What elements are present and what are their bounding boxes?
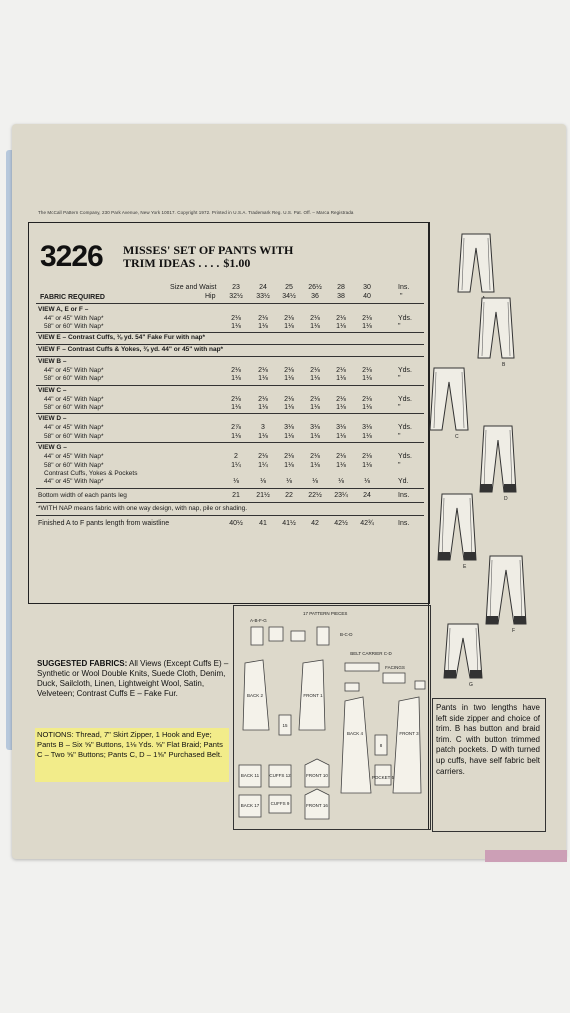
nap-note: *WITH NAP means fabric with one way design, with nap, pile or shading. [38, 504, 248, 512]
piece-label: BACK 17 [240, 803, 260, 808]
yardage-value: 1⅛ [362, 432, 372, 440]
piece-label: FRONT 10 [306, 773, 328, 778]
yardage-value: 2⅛ [362, 366, 372, 374]
table-rule [36, 332, 424, 333]
yardage-value: 1⅛ [258, 323, 268, 331]
fabric-width-label: 58" or 60" With Nap* [44, 323, 104, 331]
yardage-value: 1⅛ [362, 375, 372, 383]
yardage-value: 1⅛ [231, 323, 241, 331]
yardage-value: 1⅛ [362, 461, 372, 469]
price: $1.00 [223, 256, 251, 270]
piece-front-3 [393, 697, 421, 793]
piece-facing [383, 673, 405, 683]
size-waist-label: Size and Waist [170, 284, 217, 291]
yardage-value: 3⅛ [362, 424, 372, 432]
yardage-value: 2⅛ [310, 395, 320, 403]
hip-value: " [400, 293, 403, 300]
pieces-header: 17 PATTERN PIECES [303, 611, 348, 616]
table-rule [36, 515, 424, 516]
yardage-value: 1⅛ [336, 432, 346, 440]
size-column-header: 25 [285, 284, 293, 291]
finished-length-label: Finished A to F pants length from waistline [38, 519, 170, 527]
piece-label: 8 [379, 743, 383, 748]
yardage-value: 1⅛ [310, 432, 320, 440]
yardage-value: 2⅛ [336, 366, 346, 374]
yardage-value: 1¼ [258, 461, 268, 469]
table-rule [36, 303, 424, 304]
piece-label: FRONT 1 [303, 693, 323, 698]
yardage-unit: Yds. [398, 315, 413, 322]
fabric-width-label: 58" or 60" With Nap* [44, 404, 104, 411]
yardage-unit: " [398, 404, 401, 411]
piece-small [251, 627, 263, 645]
hip-value: 36 [311, 293, 319, 300]
yardage-value: 2⅛ [284, 453, 294, 461]
yardage-value: 3⅛ [284, 424, 294, 432]
fabric-width-label: 44" or 45" With Nap* [44, 478, 104, 486]
yardage-value: 2⅛ [336, 453, 346, 461]
table-rule [36, 488, 424, 489]
yardage-value: 2⅛ [258, 453, 268, 461]
bottom-width-value: 21 [232, 491, 240, 499]
yardage-unit: Yds. [398, 453, 413, 461]
bottom-width-value: 22 [285, 491, 293, 499]
yardage-value: ⅛ [286, 478, 292, 486]
finished-length-value: 40½ [229, 519, 243, 527]
yardage-unit: " [398, 375, 401, 383]
yardage-value: ⅛ [260, 478, 266, 486]
yardage-value: 2⅛ [284, 315, 294, 322]
pants-view-e-icon [438, 494, 476, 570]
piece-label: FRONT 3 [399, 731, 419, 736]
view-letter: C [455, 434, 459, 440]
yardage-value: ⅛ [312, 478, 318, 486]
yardage-value: ⅛ [233, 478, 239, 486]
yardage-value: 1⅛ [284, 461, 294, 469]
size-column-header: 24 [259, 284, 267, 291]
yardage-unit: " [398, 461, 401, 469]
bottom-width-value: 22½ [308, 491, 322, 499]
view-heading: VIEW B – [38, 357, 67, 365]
yardage-value: 1⅛ [310, 404, 320, 411]
yardage-unit: Yds. [398, 366, 413, 374]
view-letter: E [463, 564, 467, 570]
finished-length-value: 42 [311, 519, 319, 527]
piece-label: BACK 2 [246, 693, 264, 698]
fabric-width-label: 44" or 45" With Nap* [44, 424, 104, 432]
fabric-required-heading: FABRIC REQUIRED [40, 294, 105, 301]
hip-label: Hip [205, 293, 216, 300]
pattern-pieces-drawing [233, 605, 429, 828]
fabric-width-label: 58" or 60" With Nap* [44, 375, 104, 383]
size-column-header: 23 [232, 284, 240, 291]
pants-view-d-icon [480, 426, 516, 502]
table-rule [36, 442, 424, 443]
pants-view-c-icon [430, 368, 468, 440]
pieces-group-2: B-C-D [340, 632, 353, 637]
yardage-unit: " [398, 432, 401, 440]
hip-value: 33½ [256, 293, 270, 300]
copyright-line: The McCall Pattern Company, 230 Park Avenue, New York 10017. Copyright 1972. Printed in U.S.A. Trademark Reg. U.S. Pat. Off. – Marca Registrada [38, 210, 354, 215]
view-heading: VIEW C – [38, 386, 67, 394]
yardage-value: 1⅛ [231, 404, 241, 411]
yardage-value: 3⅛ [310, 424, 320, 432]
pants-view-g-icon [444, 624, 482, 688]
view-heading: VIEW A, E or F – [38, 306, 89, 313]
yardage-value: 1¼ [231, 461, 241, 469]
yardage-value: 1⅛ [336, 375, 346, 383]
yardage-value: 2⅛ [258, 315, 268, 322]
fabric-width-label: 44" or 45" With Nap* [44, 366, 104, 374]
pants-illustrations [428, 222, 546, 702]
yardage-value: 1⅛ [258, 432, 268, 440]
piece-back-4 [341, 697, 371, 793]
size-column-header: 26½ [308, 284, 322, 291]
pants-view-a-icon [458, 234, 494, 302]
yardage-unit: " [398, 323, 401, 331]
piece-label: CUFFS 12 [269, 773, 291, 778]
view-heading: VIEW F – Contrast Cuffs & Yokes, ⅜ yd. 44" or 45" with nap* [38, 345, 224, 353]
hip-value: 32½ [229, 293, 243, 300]
piece-small [345, 683, 359, 691]
yardage-value: 1⅛ [284, 323, 294, 331]
hip-value: 34½ [282, 293, 296, 300]
fabric-width-label: 44" or 45" With Nap* [44, 315, 104, 322]
finished-length-unit: Ins. [398, 519, 410, 527]
pink-tab [485, 850, 567, 862]
yardage-value: 1⅛ [231, 432, 241, 440]
table-rule [36, 502, 424, 503]
piece-label: 15 [282, 723, 288, 728]
size-column-header: 28 [337, 284, 345, 291]
piece-small [415, 681, 425, 689]
piece-label: CUFFS 9 [270, 801, 290, 806]
view-letter: D [504, 496, 508, 502]
yardage-value: 1⅛ [310, 375, 320, 383]
yardage-unit: Yds. [398, 424, 413, 432]
yardage-value: ⅛ [338, 478, 344, 486]
pattern-number: 3226 [40, 240, 103, 273]
yardage-value: ⅛ [364, 478, 370, 486]
yardage-value: 1⅛ [310, 461, 320, 469]
bottom-width-value: 23¼ [334, 491, 348, 499]
finished-length-value: 42¾ [360, 519, 374, 527]
piece-belt-carrier [345, 663, 379, 671]
pants-view-b-icon [478, 298, 514, 368]
table-rule [36, 344, 424, 345]
table-rule [36, 385, 424, 386]
yardage-value: 1⅛ [284, 432, 294, 440]
hip-value: 38 [337, 293, 345, 300]
view-heading: VIEW G – [38, 444, 67, 452]
yardage-value: 1⅛ [336, 323, 346, 331]
piece-label: BELT CARRIER C-D [350, 651, 392, 656]
yardage-value: 1⅛ [362, 323, 372, 331]
title-line-2: TRIM IDEAS . . . . [123, 256, 220, 270]
yardage-value: 2⅛ [362, 395, 372, 403]
piece-small [317, 627, 329, 645]
bottom-width-value: 24 [363, 491, 371, 499]
view-heading: VIEW E – Contrast Cuffs, ⅜ yd. 54" Fake Fur with nap* [38, 333, 206, 341]
piece-label: BACK 4 [346, 731, 364, 736]
yardage-value: 1⅛ [284, 404, 294, 411]
view-letter: G [469, 682, 473, 688]
title-line-1: MISSES' SET OF PANTS WITH [123, 243, 294, 257]
piece-label: FACINGS [385, 665, 405, 670]
yardage-value: 2⅛ [258, 366, 268, 374]
yardage-value: 2⅛ [310, 315, 320, 322]
piece-small [291, 631, 305, 641]
piece-label: FRONT 16 [306, 803, 328, 808]
bottom-width-label: Bottom width of each pants leg [38, 491, 127, 499]
yardage-value: 2⅛ [284, 366, 294, 374]
yardage-value: 1⅛ [284, 375, 294, 383]
fabric-width-label: 44" or 45" With Nap* [44, 395, 104, 403]
table-rule [36, 356, 424, 357]
view-letter: F [512, 628, 516, 634]
yardage-value: 2⅛ [231, 395, 241, 403]
hip-value: 40 [363, 293, 371, 300]
finished-length-value: 41 [259, 519, 267, 527]
suggested-fabrics [37, 659, 229, 699]
yardage-value: 1⅛ [310, 323, 320, 331]
yardage-value: 1⅛ [231, 375, 241, 383]
view-letter: B [502, 362, 506, 368]
fabric-width-label: Contrast Cuffs, Yokes & Pockets [44, 470, 138, 477]
yardage-value: 2⅛ [310, 366, 320, 374]
size-column-header: 30 [363, 284, 371, 291]
yardage-value: 2⅛ [336, 315, 346, 322]
yardage-value: 2⅛ [362, 315, 372, 322]
pattern-title [123, 244, 293, 270]
fabric-width-label: 58" or 60" With Nap* [44, 432, 104, 440]
piece-small [269, 627, 283, 641]
yardage-value: 3⅛ [336, 424, 346, 432]
pants-view-f-icon [486, 556, 526, 634]
fabric-width-label: 58" or 60" With Nap* [44, 461, 104, 469]
bottom-width-unit: Ins. [398, 491, 410, 499]
yardage-value: 1⅛ [336, 404, 346, 411]
piece-label: POCKET 5 [371, 775, 395, 780]
yardage-value: 2⅛ [231, 315, 241, 322]
yardage-value: 3 [261, 424, 265, 432]
bottom-width-value: 21½ [256, 491, 270, 499]
yardage-unit: Yd. [398, 478, 409, 486]
fabrics-text: All Views (Except Cuffs E) – Synthetic or Wool Double Knits, Suede Cloth, Denim, Duck, Sailcloth, Linen, Lightweight Wool, Satin, Velveteen; Contrast Cuffs E – Fake Fur. [37, 659, 229, 698]
fabrics-heading: SUGGESTED FABRICS: [37, 659, 128, 668]
piece-label: BACK 11 [240, 773, 260, 778]
yardage-value: 2⅛ [258, 395, 268, 403]
yardage-value: 1⅛ [258, 404, 268, 411]
yardage-value: 2⅞ [231, 424, 241, 432]
yardage-value: 1⅛ [336, 461, 346, 469]
size-column-header: Ins. [398, 284, 410, 291]
yardage-unit: Yds. [398, 395, 413, 403]
notions-text: NOTIONS: Thread, 7" Skirt Zipper, 1 Hook and Eye; Pants B – Six ⅝" Buttons, 1⅛ Yds. ⅝" Flat Braid; Pants C – Two ⅝" Buttons; Pants C, D – 1⅝" Purchased Belt. [37, 730, 223, 759]
finished-length-value: 42½ [334, 519, 348, 527]
table-rule [36, 413, 424, 414]
yardage-value: 1⅛ [258, 375, 268, 383]
view-heading: VIEW D – [38, 415, 67, 423]
yardage-value: 2⅛ [231, 366, 241, 374]
yardage-value: 2⅛ [336, 395, 346, 403]
yardage-value: 2 [234, 453, 238, 461]
yardage-value: 2⅛ [362, 453, 372, 461]
pieces-group-1: A-B-F-G [250, 618, 267, 623]
finished-length-value: 41½ [282, 519, 296, 527]
yardage-value: 2⅛ [284, 395, 294, 403]
yardage-value: 2⅛ [310, 453, 320, 461]
yardage-value: 1⅛ [362, 404, 372, 411]
pattern-description: Pants in two lengths have left side zipper and choice of trim. B has button and braid trim. C with button trimmed patch pockets. D with turned up cuffs, have self fabric belt carriers. [436, 703, 540, 776]
fabric-width-label: 44" or 45" With Nap* [44, 453, 104, 461]
